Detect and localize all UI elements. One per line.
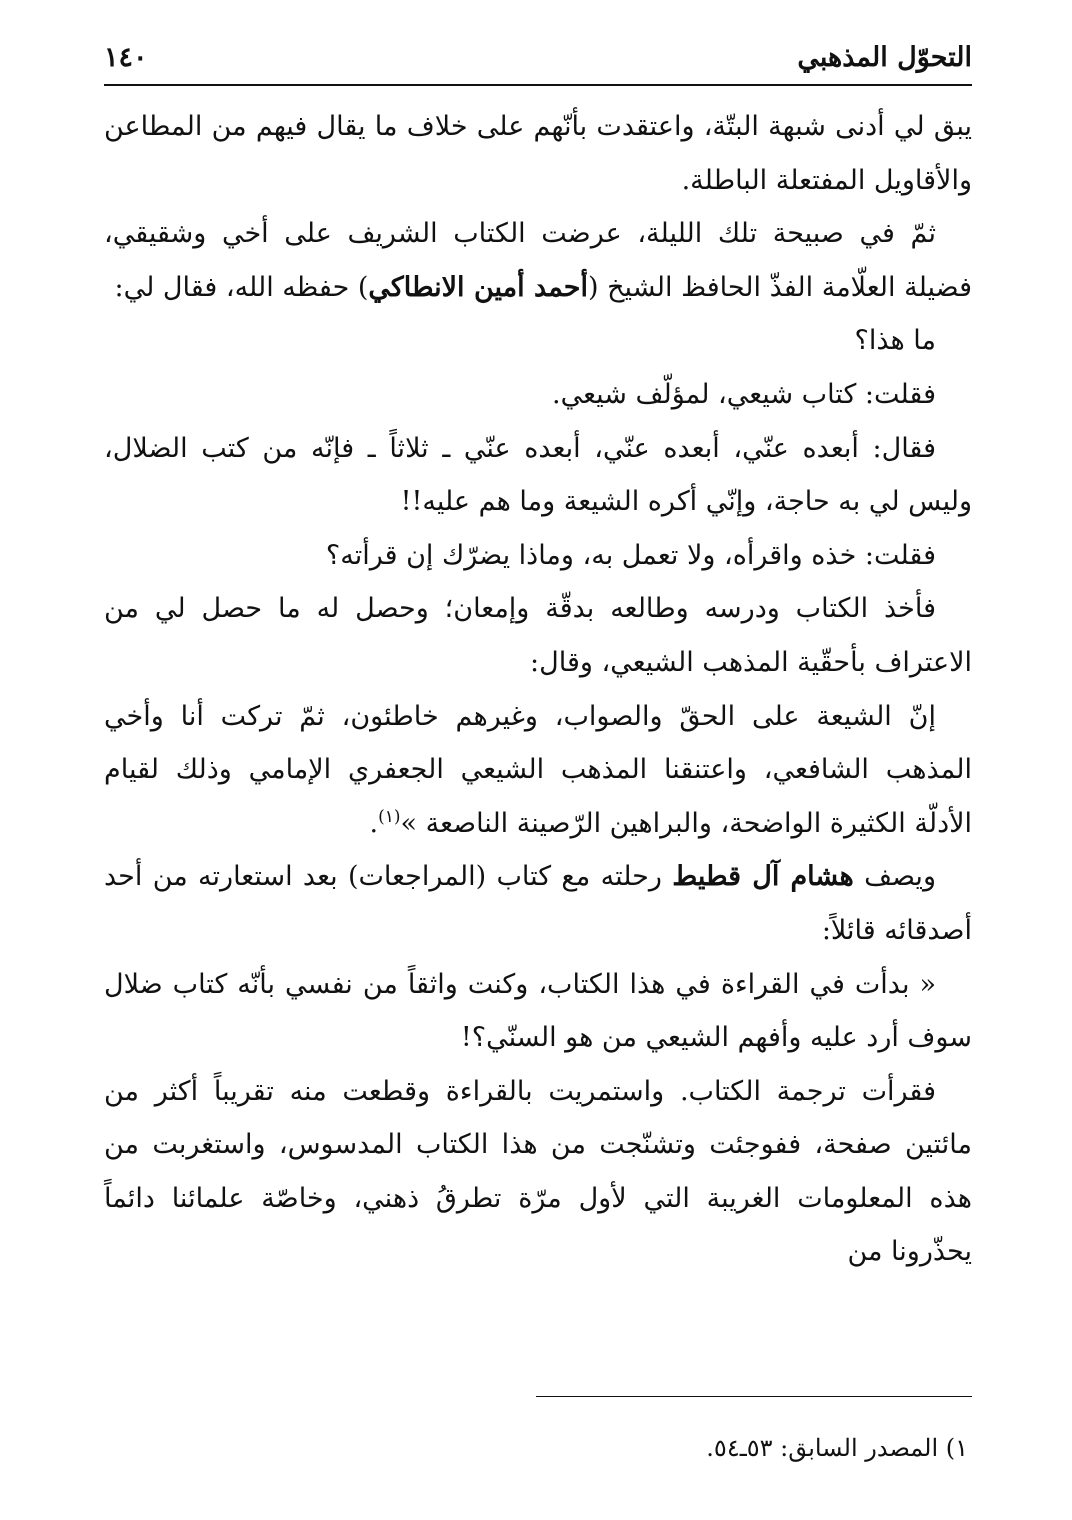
- text-run: فقال: أبعده عنّي، أبعده عنّي، أبعده عنّي ـ ثلاثاً ـ فإنّه من كتب الضلال، وليس لي به حاجة، وإنّي أكره الشيعة وما هم عليه!!: [104, 432, 972, 518]
- text-run: فأخذ الكتاب ودرسه وطالعه بدقّة وإمعان؛ وحصل له ما حصل لي من الاعتراف بأحقّية المذهب الشيعي، وقال:: [104, 593, 972, 678]
- paragraph: [104, 314, 972, 368]
- text-run: فقلت: كتاب شيعي، لمؤلّف شيعي.: [552, 378, 936, 410]
- text-run: فقرأت ترجمة الكتاب. واستمريت بالقراءة وقطعت منه تقريباً أكثر من مائتين صفحة، ففوجئت وتشنّجت من هذا الكتاب المدسوس، واستغربت من هذه المعلومات الغريبة التي لأول مرّة تطرقُ ذهني، وخاصّة علمائنا دائماً يحذّرونا من: [104, 1075, 972, 1268]
- paragraph: [104, 368, 972, 422]
- header-rule: [104, 84, 972, 86]
- page-number: ١٤٠: [104, 42, 148, 73]
- page-header: [104, 38, 972, 82]
- footnote-rule: [536, 1396, 972, 1397]
- paragraph: [104, 690, 972, 851]
- text-run: ثمّ في صبيحة تلك الليلة، عرضت الكتاب الشريف على أخي وشقيقي، فضيلة العلّامة الفذّ الحافظ الشيخ (: [104, 218, 972, 303]
- paragraph: [104, 422, 972, 529]
- text-run: « بدأت في القراءة في هذا الكتاب، وكنت واثقاً من نفسي بأنّه كتاب ضلال سوف أرد عليه وأفهم الشيعي من هو السنّي؟!: [104, 968, 972, 1054]
- text-run: ويصف: [853, 861, 936, 893]
- text-run: رحلته مع كتاب (المراجعات) بعد استعارته من أحد أصدقائه قائلاً:: [104, 861, 972, 946]
- text-run: ) حفظه الله، فقال لي:: [114, 271, 369, 303]
- footnote-ref: (١): [378, 806, 401, 827]
- text-run: إنّ الشيعة على الحقّ والصواب، وغيرهم خاطئون، ثمّ تركت أنا وأخي المذهب الشافعي، واعتنقنا المذهب الشيعي الجعفري الإمامي وذلك لقيام الأدلّة الكثيرة الواضحة، والبراهين الرّصينة الناصعة »: [104, 700, 972, 839]
- paragraph: [104, 529, 972, 583]
- body-text: [104, 100, 972, 1279]
- paragraph: [104, 100, 972, 207]
- paragraph: [104, 207, 972, 314]
- text-run: ما هذا؟: [854, 325, 936, 357]
- text-run: .: [369, 807, 379, 839]
- paragraph: [104, 1065, 972, 1279]
- running-title: التحوّل المذهبي: [797, 42, 972, 73]
- text-run: يبق لي أدنى شبهة البتّة، واعتقدت بأنّهم على خلاف ما يقال فيهم من المطاعن والأقاويل المفتعلة الباطلة.: [104, 111, 972, 196]
- paragraph: [104, 958, 972, 1065]
- paragraph: [104, 850, 972, 957]
- bold-name: أحمد أمين الانطاكي: [368, 271, 588, 303]
- bold-name: هشام آل قطيط: [672, 861, 854, 893]
- paragraph: [104, 582, 972, 689]
- footnote: ١) المصدر السابق: ٥٣ـ٥٤.: [706, 1434, 968, 1462]
- text-run: فقلت: خذه واقرأه، ولا تعمل به، وماذا يضرّك إن قرأته؟: [325, 539, 936, 571]
